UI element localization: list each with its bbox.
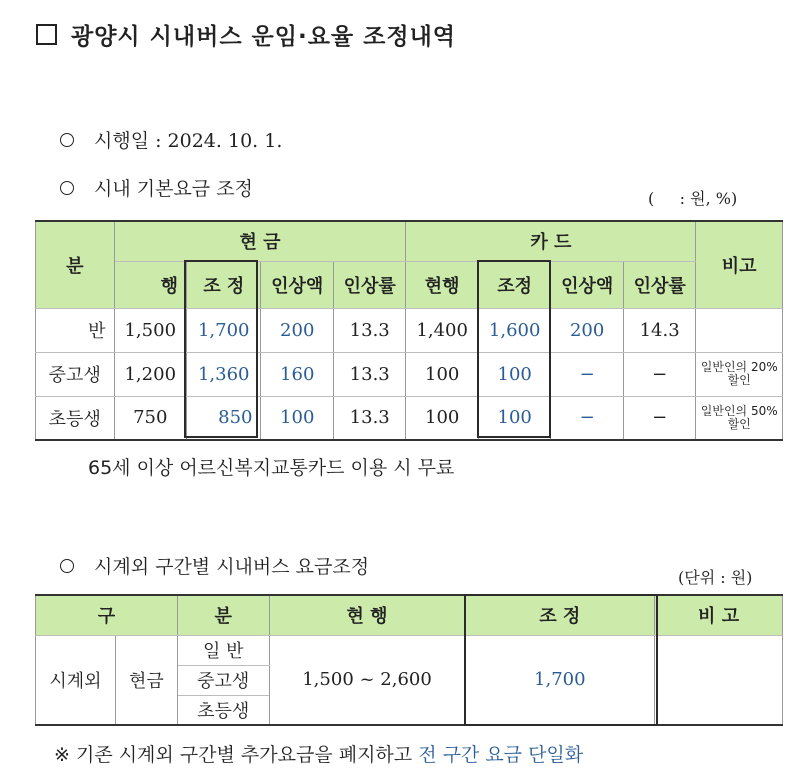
cell-value: 1,700 [187,308,261,352]
effective-date-line [60,126,282,153]
row-label: 초등생 [36,396,115,440]
cell-value: − [551,396,623,440]
remark-cell [696,308,783,352]
cell-value: 1,360 [187,352,261,396]
type-cell: 초등생 [177,695,269,725]
cell-value: 13.3 [333,396,405,440]
circle-bullet-icon [60,181,74,195]
fare-table [35,220,783,441]
row-label: 중고생 [36,352,115,396]
cell-value: 1,600 [478,308,550,352]
sub-card-current: 현행 [406,261,478,308]
section2-heading-text: 시계외 구간별 시내버스 요금조정 [94,556,370,578]
header-remark: 비 고 [655,595,783,635]
circle-bullet-icon [60,559,74,573]
header-card: 카 드 [406,221,696,261]
type-cell: 일 반 [177,635,269,665]
table-row [36,352,783,396]
cell-value: 1,200 [114,352,186,396]
cell-value: 200 [261,308,333,352]
title-text: 광양시 시내버스 운임·요율 조정내역 [71,24,457,50]
remark-cell [655,635,783,725]
unit-label-2: (단위 : 원) [678,568,753,587]
cell-value: 160 [261,352,333,396]
header-current: 현 행 [269,595,465,635]
circle-bullet-icon [60,133,74,147]
header-remark: 비고 [696,221,783,308]
sub-cash-increase: 인상액 [261,261,333,308]
cell-value: 750 [114,396,186,440]
outer-zone-table [35,594,783,726]
remark-cell: 일반인의 50%할인 [696,396,783,440]
header-adjust: 조 정 [465,595,655,635]
cell-value: 14.3 [623,308,695,352]
cell-value: 100 [478,396,550,440]
effective-date: 시행일 : 2024. 10. 1. [94,130,283,152]
header-cash: 현 금 [114,221,406,261]
cell-value: 100 [478,352,550,396]
cell-value: 100 [261,396,333,440]
current-fare: 1,500 ~ 2,600 [269,635,465,725]
sub-card-increase: 인상액 [551,261,623,308]
adjusted-fare: 1,700 [465,635,655,725]
bottom-note [54,740,583,767]
table-row [36,308,783,352]
cell-value: 1,500 [114,308,186,352]
note-prefix: ※ 기존 시계외 구간별 추가요금을 폐지하고 [54,744,419,766]
cell-value: 13.3 [333,308,405,352]
section1-heading [60,174,253,201]
cell-value: − [623,352,695,396]
sub-cash-adjust: 조 정 [187,261,261,308]
cell-value: − [551,352,623,396]
cell-value: 100 [406,352,478,396]
area-cell: 시계외 [36,635,116,725]
sub-cash-rate: 인상률 [333,261,405,308]
sub-card-adjust: 조정 [478,261,550,308]
note-highlight: 전 구간 요금 단일화 [418,744,584,766]
section1-heading-text: 시내 기본요금 조정 [94,178,253,200]
cell-value: 850 [187,396,261,440]
cell-value: 100 [406,396,478,440]
page-title [36,18,456,51]
cell-value: 13.3 [333,352,405,396]
cell-value: 1,400 [406,308,478,352]
cell-value: 200 [551,308,623,352]
type-cell: 중고생 [177,665,269,695]
row-label: 반 [36,308,115,352]
checkbox-square-icon [36,24,57,45]
sub-cash-current: 행 [114,261,186,308]
table1-footnote: 65세 이상 어르신복지교통카드 이용 시 무료 [88,457,455,479]
header-category: 분 [36,221,115,308]
remark-cell: 일반인의 20%할인 [696,352,783,396]
unit-label: ( : 원, %) [648,189,738,208]
cell-value: − [623,396,695,440]
pay-cell: 현금 [115,635,177,725]
table-row [36,396,783,440]
sub-card-rate: 인상률 [623,261,695,308]
section2-heading [60,552,369,579]
header-gubun-1: 구 [36,595,178,635]
header-gubun-2: 분 [177,595,269,635]
